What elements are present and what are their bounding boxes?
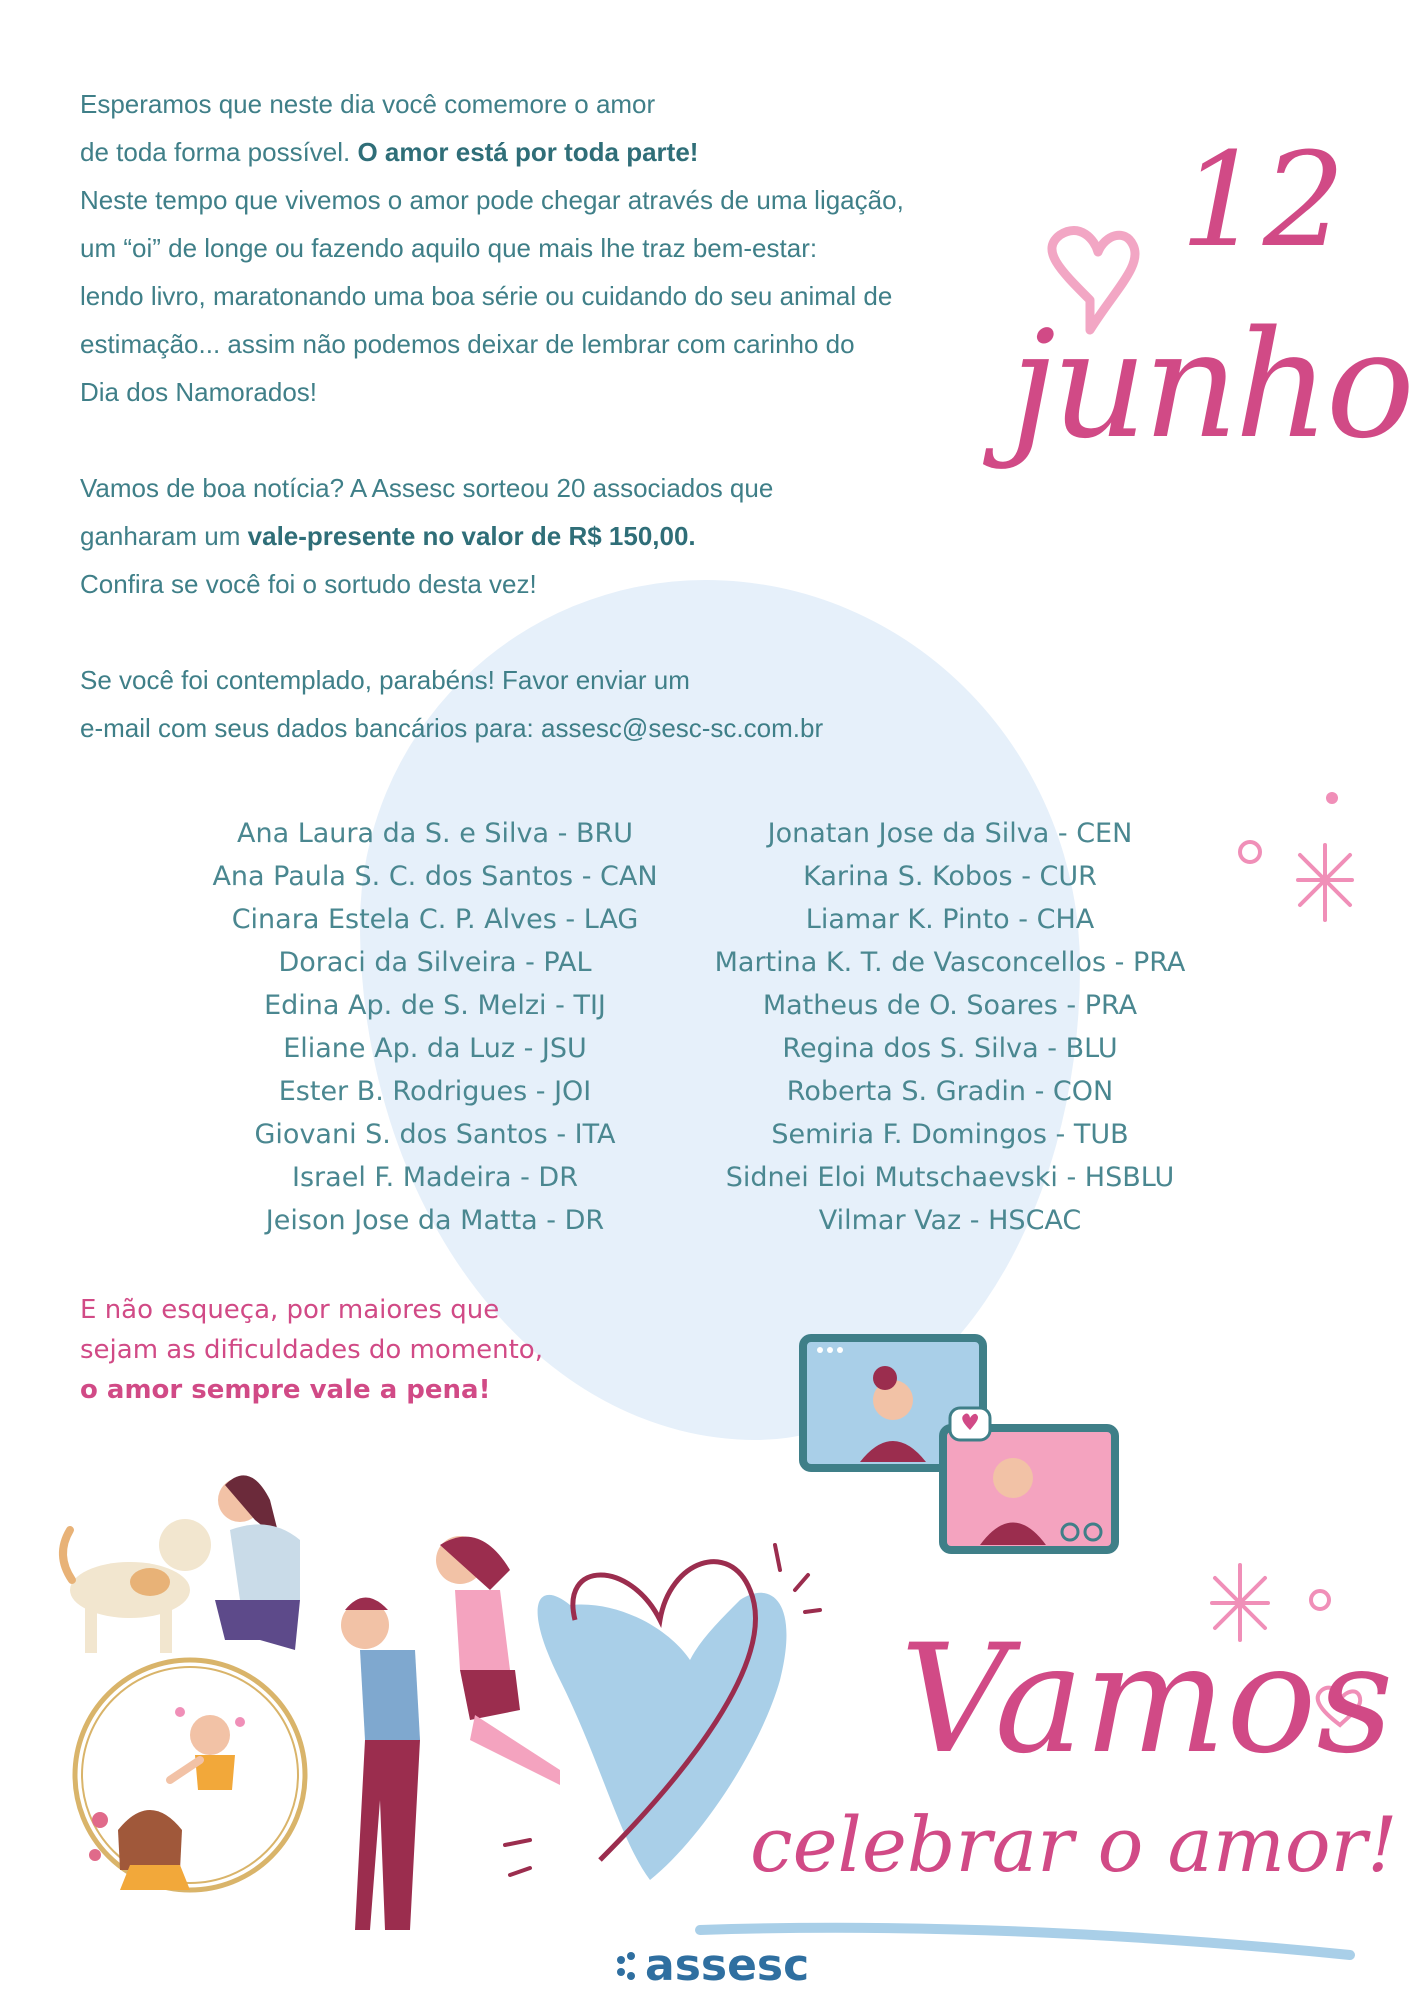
- intro-line: Esperamos que neste dia você comemore o amor: [80, 89, 656, 119]
- closing-line: E não esqueça, por maiores que: [80, 1295, 500, 1325]
- intro-line: estimação... assim não podemos deixar de lembrar com carinho do: [80, 329, 855, 359]
- winner-name: Karina S. Kobos - CUR: [803, 861, 1097, 892]
- intro-line: Neste tempo que vivemos o amor pode chegar através de uma ligação,: [80, 185, 904, 215]
- winner-name: Regina dos S. Silva - BLU: [782, 1033, 1118, 1064]
- winner-name: Liamar K. Pinto - CHA: [805, 904, 1095, 935]
- intro-line: lendo livro, maratonando uma boa série ou cuidando do seu animal de: [80, 281, 893, 311]
- contact-line: e-mail com seus dados bancários para: assesc@sesc-sc.com.br: [80, 713, 824, 743]
- winner-name: Martina K. T. de Vasconcellos - PRA: [714, 947, 1186, 978]
- news-line: Vamos de boa notícia? A Assesc sorteou 20 associados que: [80, 473, 774, 503]
- date-day: 12: [1180, 124, 1346, 276]
- intro-text-plain: de toda forma possível.: [80, 137, 358, 167]
- winner-name: Ana Laura da S. e Silva - BRU: [236, 818, 634, 849]
- assesc-logo: [615, 1940, 809, 1991]
- winner-name: Israel F. Madeira - DR: [292, 1162, 578, 1193]
- winner-name: Jonatan Jose da Silva - CEN: [767, 818, 1133, 849]
- winner-name: Vilmar Vaz - HSCAC: [818, 1205, 1082, 1236]
- headline-celebrar: celebrar o amor!: [750, 1800, 1398, 1889]
- mother-baby-illustration: [75, 1660, 305, 1890]
- winner-name: Doraci da Silveira - PAL: [278, 947, 592, 978]
- date-month: junho: [1010, 299, 1411, 471]
- couple-with-heart-illustration: [341, 1536, 786, 1930]
- winner-name: Edina Ap. de S. Melzi - TIJ: [264, 990, 606, 1021]
- instruction-line: Se você foi contemplado, parabéns! Favor enviar um: [80, 665, 690, 695]
- winner-name: Ester B. Rodrigues - JOI: [278, 1076, 592, 1107]
- winner-name: Jeison Jose da Matta - DR: [265, 1205, 605, 1236]
- winner-name: Matheus de O. Soares - PRA: [762, 990, 1138, 1021]
- news-text-plain: ganharam um: [80, 521, 248, 551]
- intro-line: Dia dos Namorados!: [80, 377, 317, 407]
- winner-name: Ana Paula S. C. dos Santos - CAN: [212, 861, 658, 892]
- circle-icon: [1311, 1591, 1329, 1609]
- intro-highlight: O amor está por toda parte!: [357, 137, 699, 167]
- winner-name: Sidnei Eloi Mutschaevski - HSBLU: [725, 1162, 1175, 1193]
- winner-name: Eliane Ap. da Luz - JSU: [283, 1033, 587, 1064]
- logo-text: assesc: [645, 1940, 810, 1991]
- video-call-window-icon: [943, 1408, 1115, 1550]
- intro-line: um “oi” de longe ou fazendo aquilo que mais lhe traz bem-estar:: [80, 233, 818, 263]
- dot-icon: [1326, 792, 1338, 804]
- winner-name: Cinara Estela C. P. Alves - LAG: [231, 904, 639, 935]
- closing-highlight: o amor sempre vale a pena!: [80, 1375, 491, 1405]
- winner-name: Roberta S. Gradin - CON: [786, 1076, 1114, 1107]
- closing-line: sejam as dificuldades do momento,: [80, 1335, 543, 1365]
- circle-icon: [1240, 842, 1260, 862]
- sparkle-icon: [1298, 845, 1352, 920]
- heart-icon: [1052, 230, 1135, 330]
- winner-name: Giovani S. dos Santos - ITA: [254, 1119, 616, 1150]
- headline-vamos: Vamos: [900, 1613, 1394, 1787]
- winner-name: Semiria F. Domingos - TUB: [771, 1119, 1129, 1150]
- prize-highlight: vale-presente no valor de R$ 150,00.: [247, 521, 696, 551]
- logo-dots-icon: [615, 1946, 641, 1986]
- woman-with-dog-illustration: [63, 1475, 300, 1653]
- news-line: Confira se você foi o sortudo desta vez!: [80, 569, 537, 599]
